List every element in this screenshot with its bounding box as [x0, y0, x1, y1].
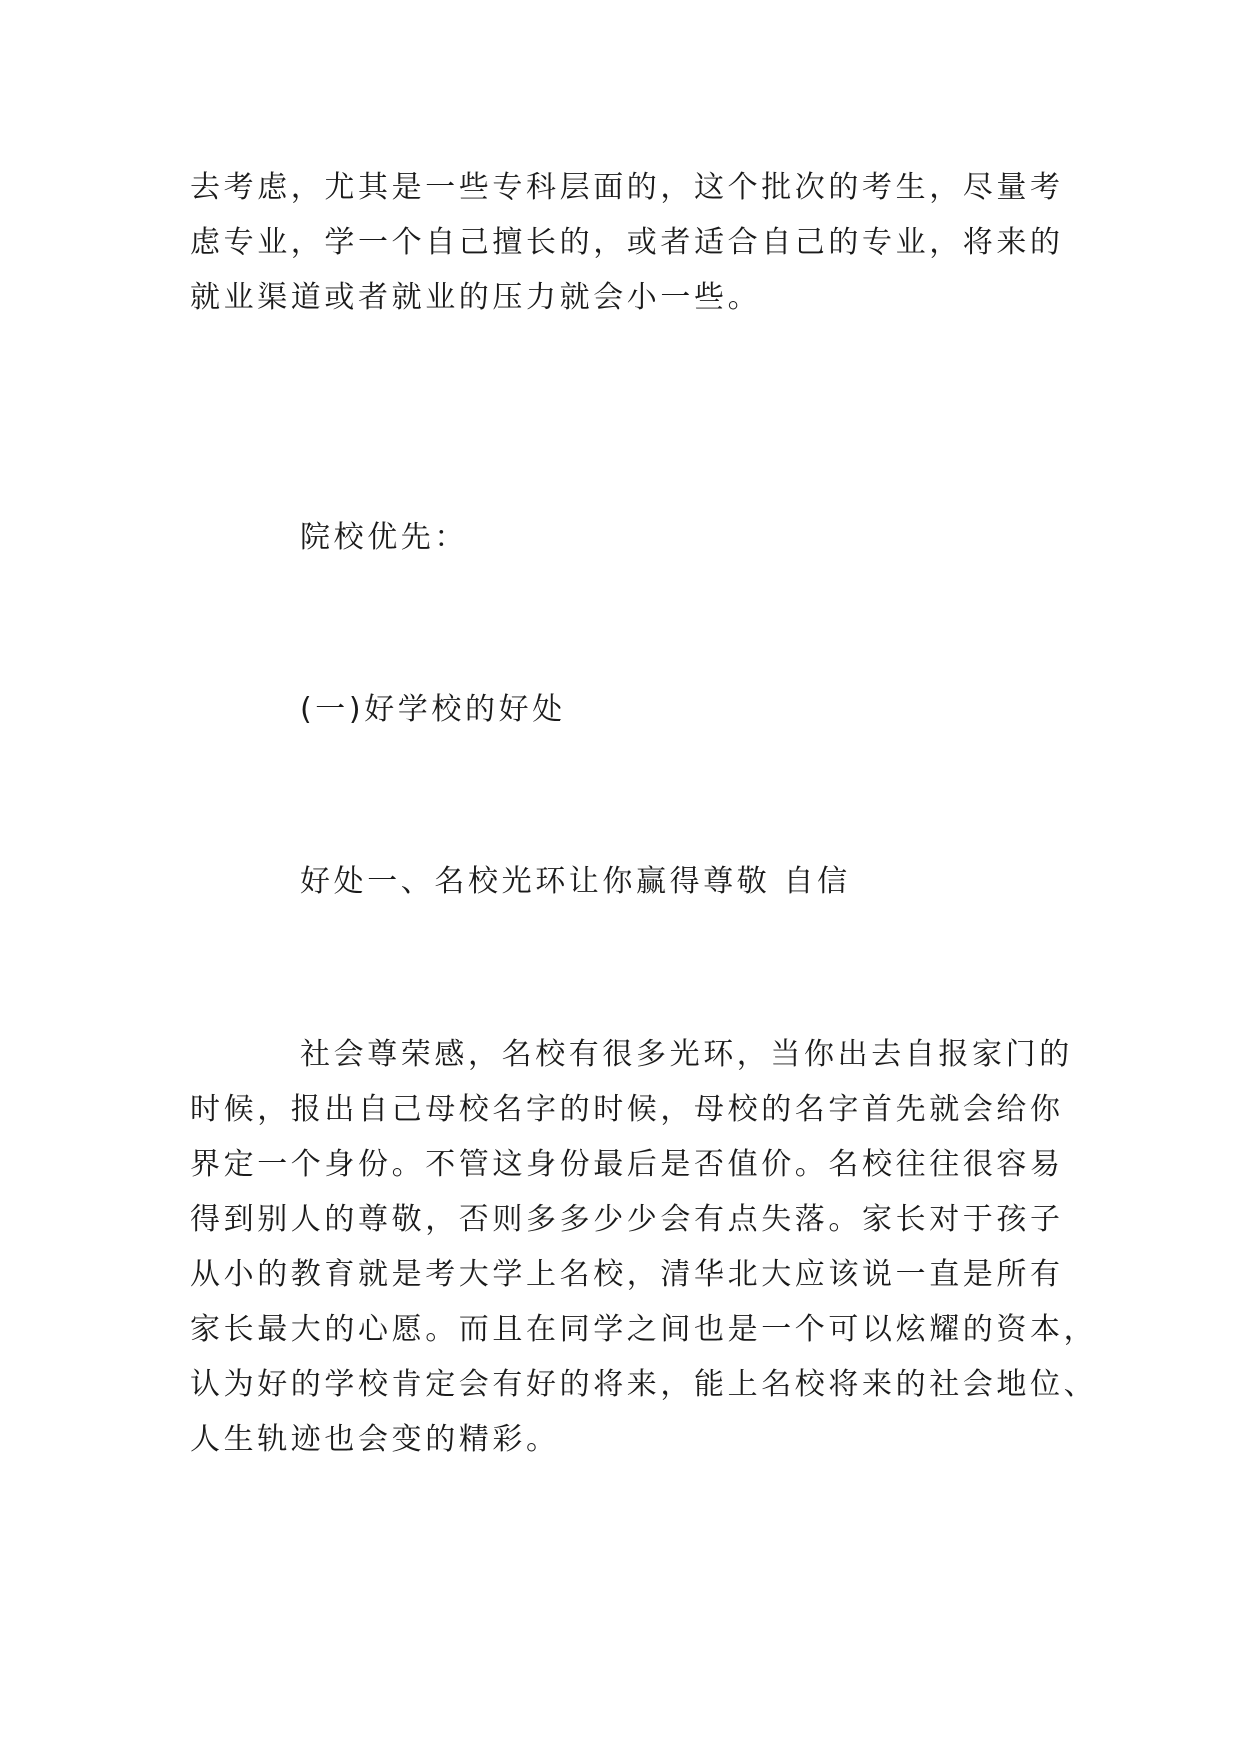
paragraph-1-line: 虑专业，学一个自己擅长的，或者适合自己的专业，将来的	[190, 225, 1064, 260]
paragraph-2-line: 时候，报出自己母校名字的时候，母校的名字首先就会给你	[190, 1092, 1064, 1127]
paragraph-2-line: 从小的教育就是考大学上名校，清华北大应该说一直是所有	[190, 1257, 1064, 1292]
paragraph-2-line: 家长最大的心愿。而且在同学之间也是一个可以炫耀的资本，	[190, 1312, 1098, 1347]
section-heading-school-priority: 院校优先：	[300, 520, 468, 555]
paragraph-2-line: 人生轨迹也会变的精彩。	[190, 1422, 560, 1457]
subsection-heading-benefits: (一)好学校的好处	[300, 692, 566, 727]
paragraph-1-line: 去考虑，尤其是一些专科层面的，这个批次的考生，尽量考	[190, 170, 1064, 205]
paragraph-2-line: 界定一个身份。不管这身份最后是否值价。名校往往很容易	[190, 1147, 1064, 1182]
benefit-one-heading: 好处一、名校光环让你赢得尊敬 自信	[300, 864, 851, 899]
paragraph-2-line: 社会尊荣感，名校有很多光环，当你出去自报家门的	[300, 1037, 1073, 1072]
paragraph-2-line: 认为好的学校肯定会有好的将来，能上名校将来的社会地位、	[190, 1367, 1098, 1402]
paragraph-2-line: 得到别人的尊敬，否则多多少少会有点失落。家长对于孩子	[190, 1202, 1064, 1237]
paragraph-1-line: 就业渠道或者就业的压力就会小一些。	[190, 280, 762, 315]
